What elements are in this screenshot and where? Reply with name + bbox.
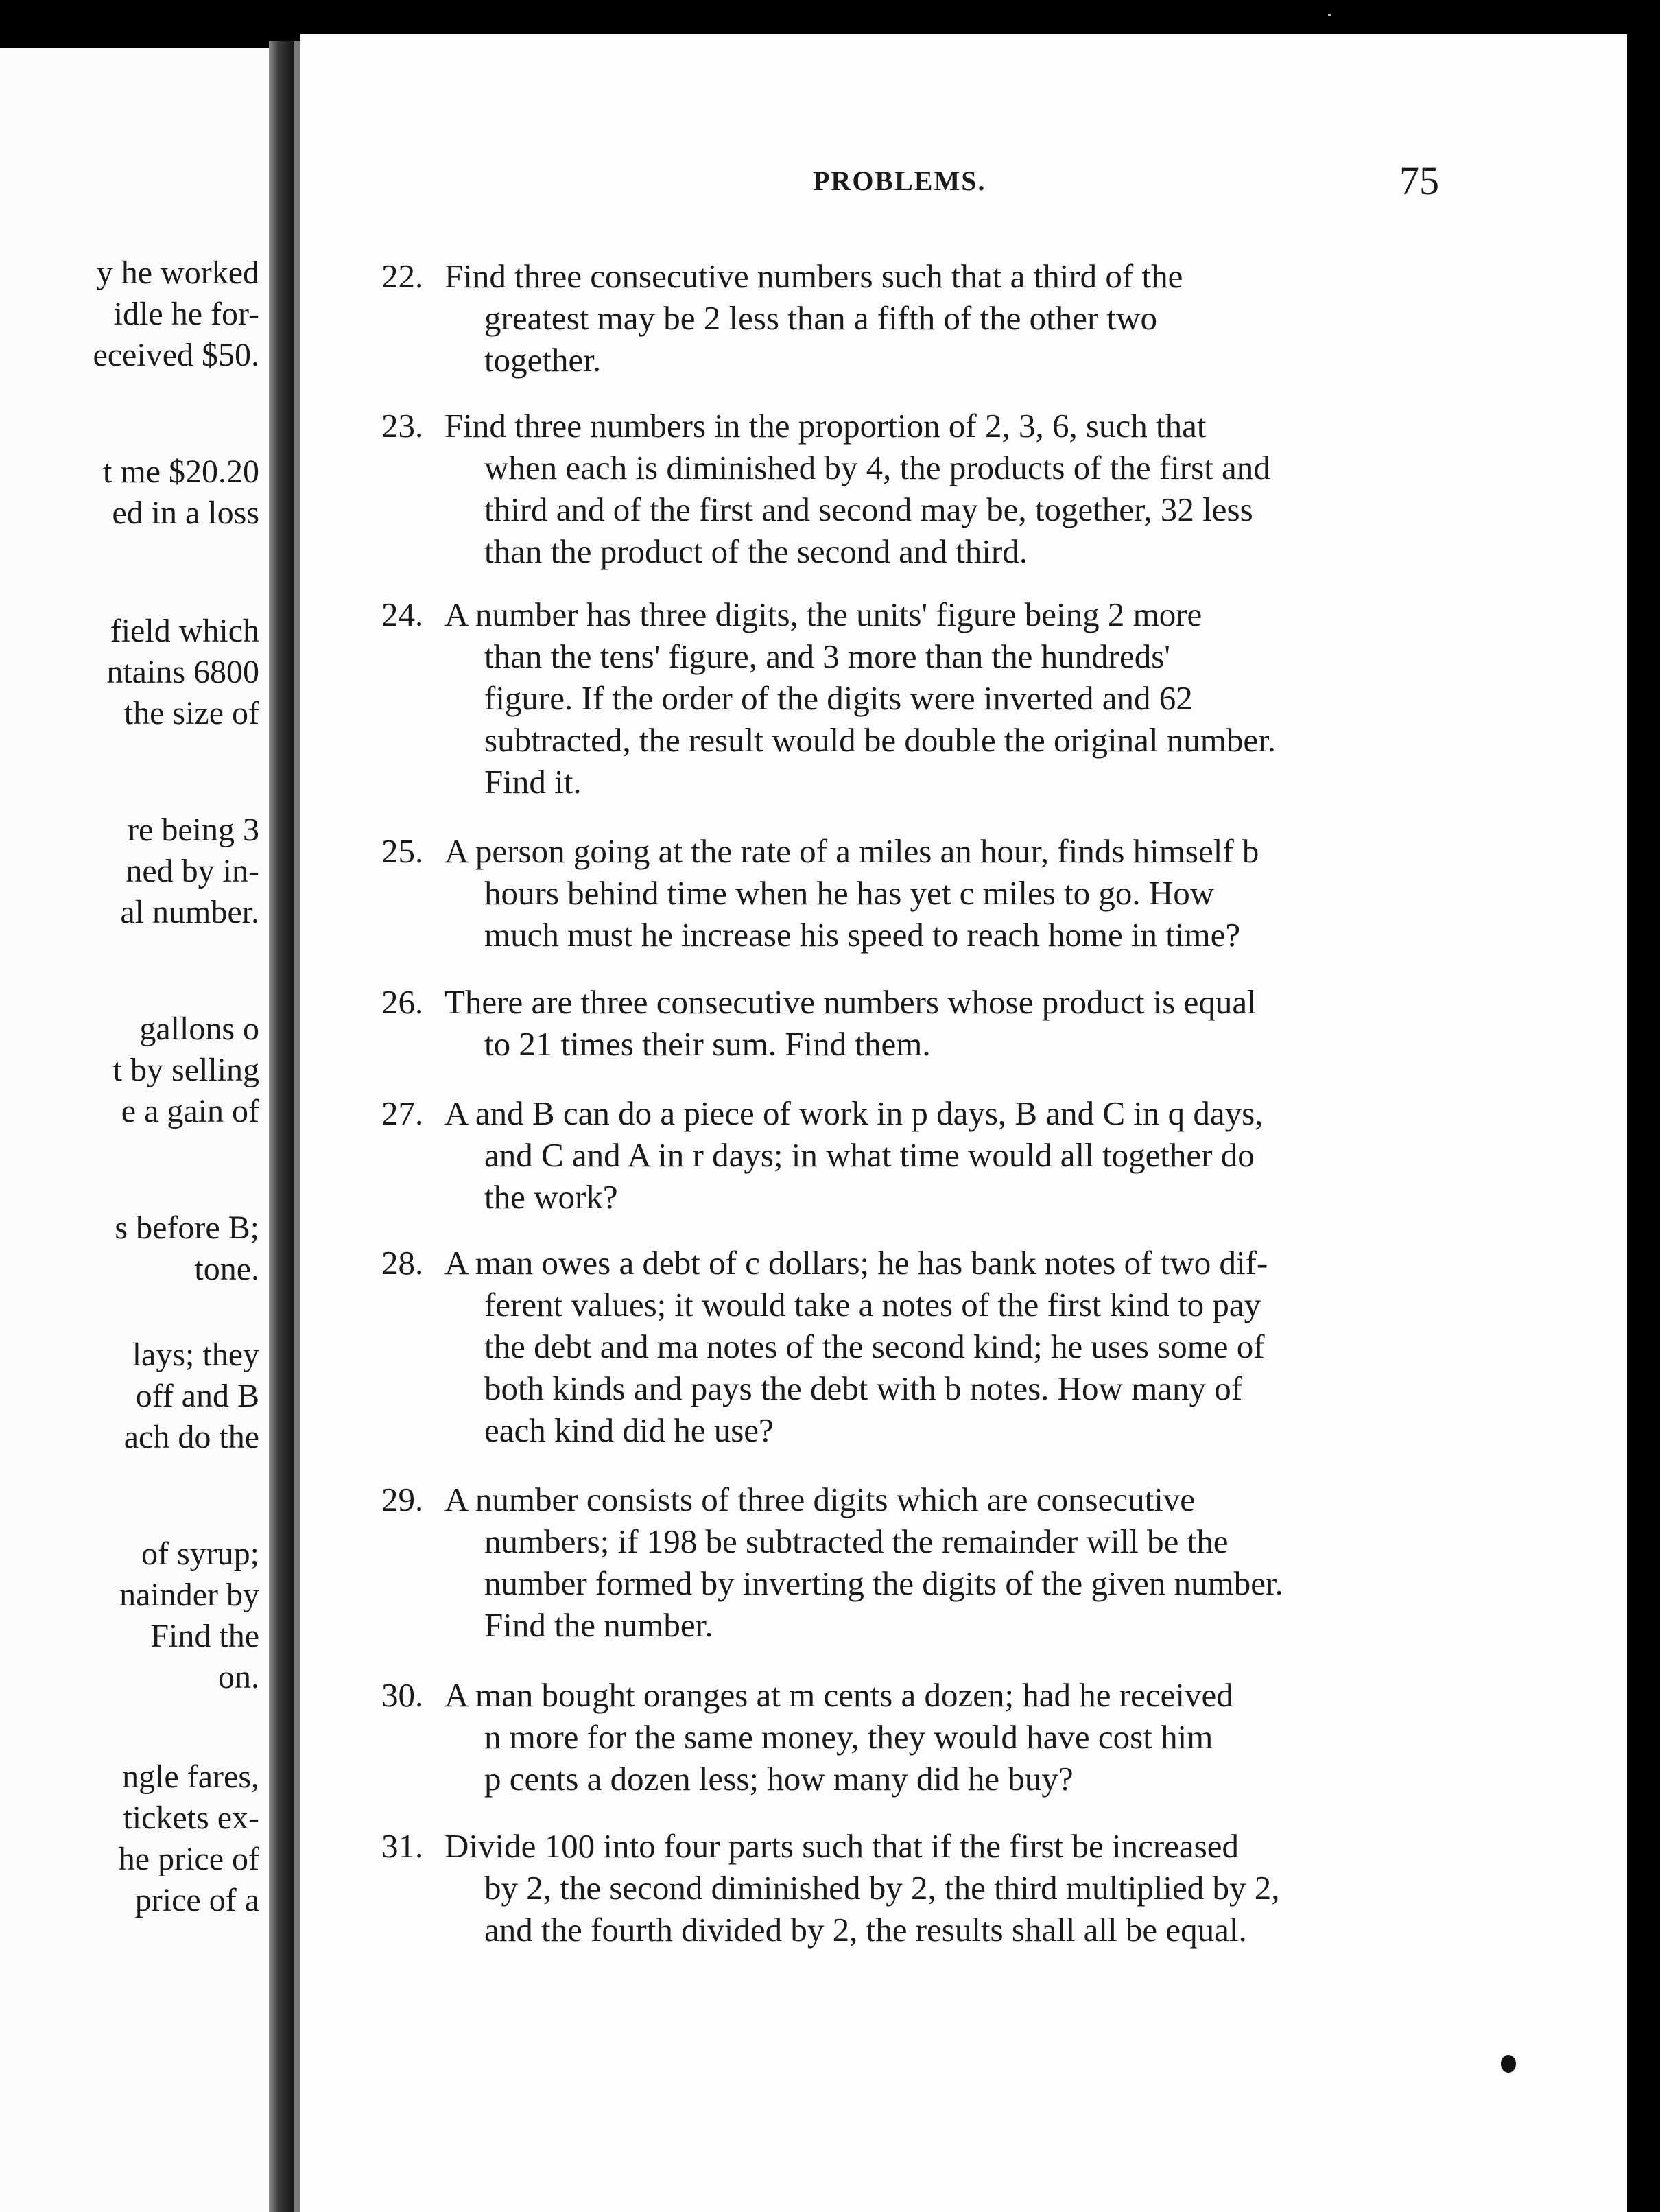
page-edge (294, 41, 300, 2212)
problem-text-line (381, 255, 1451, 297)
problem-number: 26. (381, 983, 424, 1021)
problem-26 (381, 981, 1451, 1065)
problem-text-line (381, 830, 1451, 872)
problem-text: A number consists of three digits which are consecutive (444, 1481, 1196, 1518)
problem-text-line: subtracted, the result would be double the original number. (484, 721, 1276, 759)
problem-text: A man bought oranges at m cents a dozen; had he received (444, 1676, 1233, 1714)
problem-text: A man owes a debt of c dollars; he has bank notes of two dif- (444, 1244, 1268, 1282)
previous-page-text-fragment: the size of (123, 695, 259, 731)
problem-text: A person going at the rate of a miles an hour, finds himself b (444, 832, 1259, 870)
previous-page-text-fragment: gallons o (139, 1011, 259, 1047)
problem-text-line: and the fourth divided by 2, the results shall all be equal. (484, 1911, 1247, 1949)
problem-30 (381, 1674, 1451, 1800)
problem-text-line: much must he increase his speed to reach home in time? (484, 916, 1241, 954)
problem-22 (381, 255, 1451, 381)
problem-text-line: ferent values; it would take a notes of the first kind to pay (484, 1286, 1261, 1323)
problem-text-line: hours behind time when he has yet c miles to go. How (484, 874, 1215, 912)
problem-text-line: by 2, the second diminished by 2, the third multiplied by 2, (484, 1869, 1280, 1907)
problem-text-line: the work? (484, 1178, 618, 1216)
problem-31 (381, 1825, 1451, 1951)
previous-page-text-fragment: e a gain of (121, 1093, 259, 1129)
problem-text-line: the debt and ma notes of the second kind; he uses some of (484, 1328, 1265, 1365)
previous-page-text-fragment: t me $20.20 (103, 454, 259, 490)
running-head: PROBLEMS. (813, 165, 986, 196)
previous-page-text-fragment: he price of (118, 1841, 259, 1877)
problem-text-line: to 21 times their sum. Find them. (484, 1025, 931, 1063)
problem-number: 27. (381, 1094, 424, 1132)
problem-29 (381, 1479, 1451, 1646)
problem-text: A number has three digits, the units' figure being 2 more (444, 596, 1202, 633)
problem-text-line: together. (484, 341, 602, 379)
problem-number: 23. (381, 407, 424, 445)
previous-page-text-fragment: s before B; (115, 1210, 259, 1246)
problem-text-line (381, 1242, 1451, 1284)
problem-text-line (381, 1825, 1451, 1867)
previous-page-text-fragment: of syrup; (141, 1536, 259, 1572)
problem-text-line: greatest may be 2 less than a fifth of the other two (484, 299, 1158, 337)
problem-text-line (381, 981, 1451, 1023)
problem-text-line: figure. If the order of the digits were inverted and 62 (484, 679, 1193, 717)
problem-text-line: each kind did he use? (484, 1411, 774, 1449)
problem-text-line: p cents a dozen less; how many did he buy? (484, 1760, 1074, 1798)
previous-page-text-fragment: ntains 6800 (106, 654, 259, 690)
problem-number: 24. (381, 596, 424, 633)
problem-text-line: than the product of the second and third. (484, 532, 1028, 570)
problem-text-line (381, 1674, 1451, 1716)
book-gutter (269, 41, 294, 2212)
problem-text-line (381, 1092, 1451, 1134)
previous-page-text-fragment: t by selling (112, 1052, 259, 1088)
problem-28 (381, 1242, 1451, 1451)
scan-speck (1328, 14, 1331, 16)
problem-number: 28. (381, 1244, 424, 1282)
previous-page-text-fragment: tone. (194, 1251, 259, 1287)
problem-text-line: number formed by inverting the digits of the given number. (484, 1564, 1283, 1602)
problem-text: There are three consecutive numbers whose product is equal (444, 983, 1257, 1021)
previous-page-text-fragment: ngle fares, (122, 1758, 259, 1795)
problem-number: 30. (381, 1676, 424, 1714)
problem-text-line: than the tens' figure, and 3 more than the hundreds' (484, 637, 1171, 675)
problem-number: 22. (381, 257, 424, 295)
previous-page-text-fragment: ned by in- (126, 853, 259, 889)
previous-page-text-fragment: lays; they (132, 1337, 259, 1373)
scan-border (1627, 34, 1660, 2212)
previous-page-text-fragment: tickets ex- (123, 1800, 259, 1836)
previous-page-text-fragment: field which (110, 613, 259, 649)
previous-page-text-fragment: off and B (135, 1378, 259, 1414)
problem-23 (381, 405, 1451, 572)
problem-text-line: Find it. (484, 763, 582, 801)
problem-text-line (381, 1479, 1451, 1520)
ink-dot (1501, 2055, 1516, 2073)
problem-number: 25. (381, 832, 424, 870)
problem-text-line: numbers; if 198 be subtracted the remainder will be the (484, 1522, 1229, 1560)
problem-number: 31. (381, 1827, 424, 1865)
problem-number: 29. (381, 1481, 424, 1518)
previous-page-text-fragment: idle he for- (113, 296, 259, 332)
problem-text-line: Find the number. (484, 1606, 713, 1644)
previous-page-text-fragment: re being 3 (128, 812, 259, 848)
problem-text-line: third and of the first and second may be, together, 32 less (484, 491, 1253, 528)
previous-page-text-fragment: nainder by (119, 1577, 259, 1613)
problem-text-line (381, 405, 1451, 447)
previous-page-text-fragment: eceived $50. (93, 337, 259, 373)
previous-page-text-fragment: Find the (150, 1618, 259, 1654)
problem-text: Divide 100 into four parts such that if the first be increased (444, 1827, 1239, 1865)
problem-24 (381, 593, 1451, 803)
problem-27 (381, 1092, 1451, 1218)
previous-page-text-fragment: al number. (120, 894, 259, 930)
problem-text: Find three numbers in the proportion of 2, 3, 6, such that (444, 407, 1207, 445)
problem-25 (381, 830, 1451, 956)
problem-text-line: n more for the same money, they would have cost him (484, 1718, 1213, 1756)
page-number: 75 (1399, 158, 1439, 203)
previous-page-text-fragment: price of a (134, 1882, 259, 1918)
previous-page-text-fragment: ed in a loss (112, 495, 259, 531)
problem-text-line: both kinds and pays the debt with b notes. How many of (484, 1369, 1243, 1407)
problem-text: Find three consecutive numbers such that a third of the (444, 257, 1183, 295)
problem-text-line: and C and A in r days; in what time would all together do (484, 1136, 1255, 1174)
previous-page-fragment (0, 48, 269, 2212)
previous-page-text-fragment: y he worked (96, 255, 259, 291)
problem-text-line: when each is diminished by 4, the products of the first and (484, 449, 1270, 486)
problem-text-line (381, 593, 1451, 635)
problem-text: A and B can do a piece of work in p days, B and C in q days, (444, 1094, 1264, 1132)
previous-page-text-fragment: on. (218, 1659, 259, 1695)
previous-page-text-fragment: ach do the (123, 1419, 259, 1455)
